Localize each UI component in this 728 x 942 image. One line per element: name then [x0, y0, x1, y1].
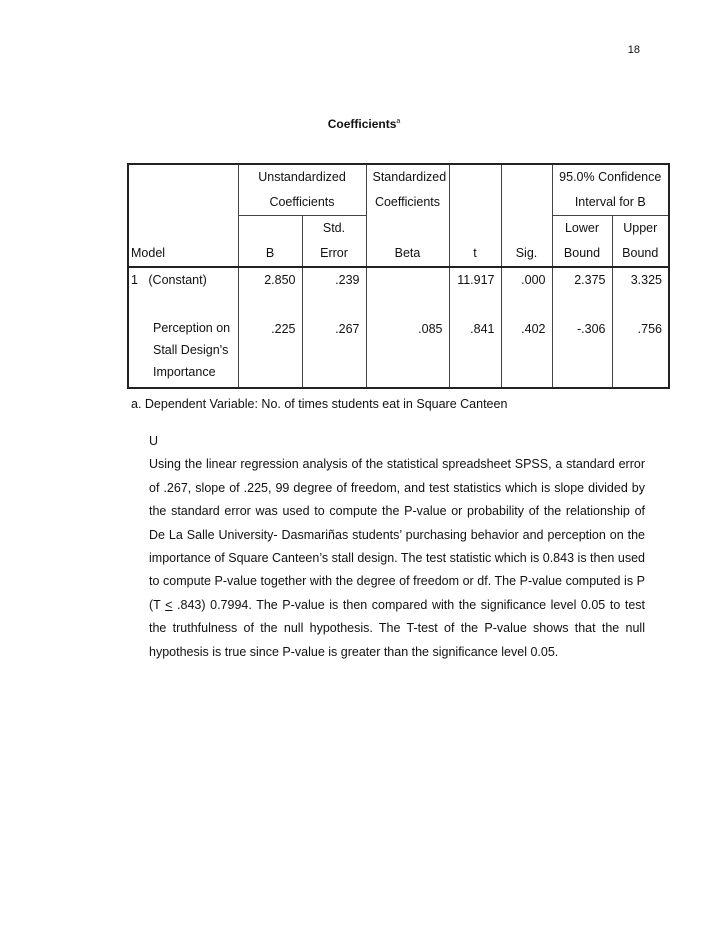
cell-lower: -.306: [552, 317, 612, 388]
cell-b: 2.850: [238, 267, 302, 317]
cell-upper: 3.325: [612, 267, 669, 317]
table-title-text: Coefficients: [327, 117, 397, 131]
paragraph-part-2: .843) 0.7994. The P-value is then compared with the significance level 0.05 to test the truthfulness of the null hypothesis. The T-test of the P-value shows that the null hypothesis is true since P-value is greater than the significance level 0.05.: [149, 597, 645, 659]
cell-t: 11.917: [449, 267, 501, 317]
header-confidence-line1: 95.0% Confidence: [552, 164, 669, 190]
header-std-error-line1: Std.: [302, 216, 366, 242]
header-standardized-line1: Standardized: [366, 164, 449, 190]
header-lower-line2: Bound: [552, 241, 612, 267]
cell-beta: .085: [366, 317, 449, 388]
cell-sig: .402: [501, 317, 552, 388]
page-number: 18: [627, 44, 640, 56]
header-upper-line2: Bound: [612, 241, 669, 267]
header-b: B: [238, 241, 302, 267]
row-label-cell: [128, 317, 238, 388]
cell-beta: [366, 267, 449, 317]
header-unstandardized-line2: Coefficients: [238, 190, 366, 216]
row-label-line: Stall Design's: [153, 343, 229, 357]
header-unstandardized-line1: Unstandardized: [238, 164, 366, 190]
header-std-error-line2: Error: [302, 241, 366, 267]
table-row: [128, 267, 669, 317]
cell-t: .841: [449, 317, 501, 388]
header-blank: [128, 190, 238, 216]
cell-sig: .000: [501, 267, 552, 317]
cell-upper: .756: [612, 317, 669, 388]
header-lower-line1: Lower: [552, 216, 612, 242]
header-upper-line1: Upper: [612, 216, 669, 242]
header-blank-b: [238, 216, 302, 242]
table-title: [0, 117, 728, 131]
cell-std-error: .239: [302, 267, 366, 317]
header-beta: Beta: [366, 241, 449, 267]
header-row-1: [128, 164, 669, 190]
header-blank-sig: [501, 164, 552, 190]
row-label-line: Importance: [153, 365, 216, 379]
cell-lower: 2.375: [552, 267, 612, 317]
header-blank-sig: [501, 190, 552, 216]
section-heading: U: [149, 434, 159, 448]
paragraph-part-1: Using the linear regression analysis of the statistical spreadsheet SPSS, a standard error of .267, slope of .225, 99 degree of freedom, and test statistics which is slope divided by the standard error was used to compute the P-value or probability of the relationship of De La Salle University- Dasmariñas students’ purchasing behavior and perception on the importance of Square Canteen’s stall design. The test statistic which is 0.843 is then used to compute P-value together with the degree of freedom or df. The P-value computed is P (T: [149, 457, 645, 612]
header-blank-t: [449, 164, 501, 190]
header-blank-t: [449, 216, 501, 242]
less-than-or-equal-symbol: <: [165, 597, 173, 612]
coefficients-table: [127, 163, 670, 389]
header-t: t: [449, 241, 501, 267]
header-blank: [128, 164, 238, 190]
cell-std-error: .267: [302, 317, 366, 388]
table-footnote: a. Dependent Variable: No. of times students eat in Square Canteen: [131, 397, 508, 411]
row-label: (Constant): [148, 273, 207, 287]
body-text: [149, 430, 645, 664]
header-row-3: [128, 216, 669, 242]
row-label-line: Perception on: [153, 321, 231, 335]
header-row-4: [128, 241, 669, 267]
row-label-cell: [128, 267, 238, 317]
header-row-2: [128, 190, 669, 216]
table-row: [128, 317, 669, 388]
header-standardized-line2: Coefficients: [366, 190, 449, 216]
header-blank-beta: [366, 216, 449, 242]
header-sig: Sig.: [501, 241, 552, 267]
row-model-number: 1: [131, 273, 138, 287]
header-blank-t: [449, 190, 501, 216]
header-model: Model: [128, 241, 238, 267]
header-blank-sig: [501, 216, 552, 242]
cell-b: .225: [238, 317, 302, 388]
header-confidence-line2: Interval for B: [552, 190, 669, 216]
header-blank: [128, 216, 238, 242]
table-title-superscript: a: [396, 118, 401, 125]
